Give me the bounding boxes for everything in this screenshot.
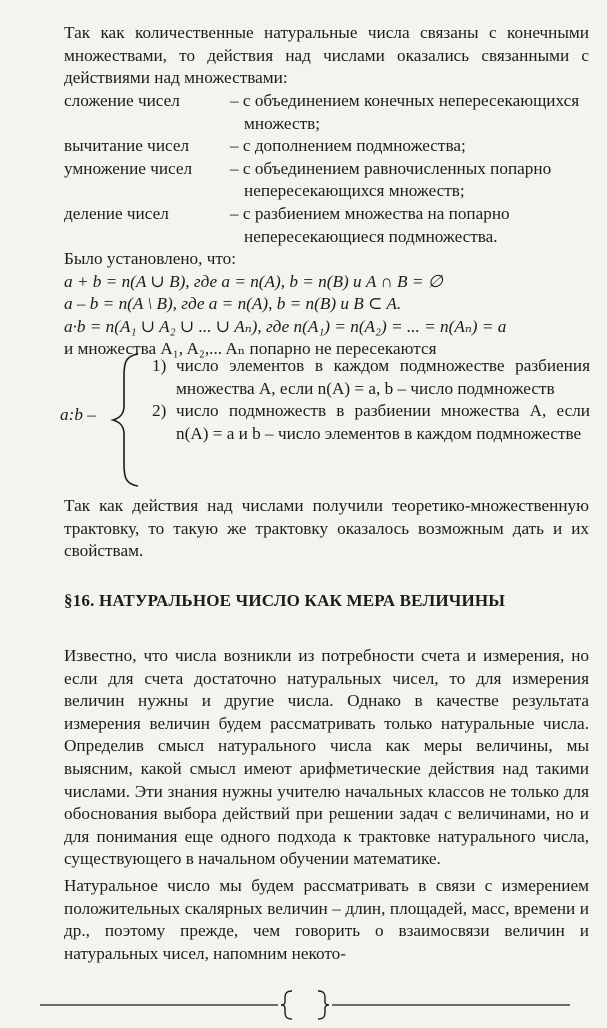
operation-subtraction [64,135,589,158]
formula-addition: a + b = n(A ∪ B), где a = n(A), b = n(B) и A ∩ B = ∅ [64,272,443,291]
division-item [152,355,590,400]
curly-brace-icon [110,352,144,488]
item-number: 2) [152,401,167,421]
item-text: число подмножеств в разбиении множества A, если n(A) = a и b – число элементов в каждом подмножестве [176,401,590,443]
item-number: 1) [152,356,167,375]
division-items [152,355,590,445]
operation-name: деление чисел [64,203,169,223]
intro-paragraph: Так как количественные натуральные числа связаны с конечными множествами, то действия над числами оказались связанными с действиями над множествами: [64,23,589,88]
division-item [152,400,590,445]
measure-paragraph: Известно, что числа возникли из потребности счета и измерения, но если для счета достаточно натуральных чисел, то для измерения величин нужны и другие числа. Однако в качестве результата измерения величин будем рассматривать только натуральные числа. Определив смысл натурального числа как меры величины, мы выясним, какой смысл имеют арифметические действия над такими числами. Эти знания нужны учителю начальных классов не только для обоснования выбора действий при решении задач с величинами, но и для понимания еще одного подхода к трактовке натурального числа, существующего в начальном обучении математике. [64,646,589,869]
operation-desc: – с объединением конечных непересекающихся множеств; [230,91,580,133]
operation-desc: – с объединением равночисленных попарно непересекающихся множеств; [230,158,552,201]
scalar-paragraph: Натуральное число мы будем рассматривать в связи с измерением положительных скалярных величин – длин, площадей, масс, времени и др., поэтому прежде, чем говорить о взаимосвязи величин и натуральных чисел, напомним некото- [64,876,589,963]
formula-multiplication-condition: и множества A₁, A₂,... Aₙ попарно не пересекаются [64,339,437,358]
division-label: a:b – [60,405,96,424]
operations-list [64,90,589,248]
established-line: Было установлено, что: [64,249,237,268]
formula-subtraction: a – b = n(A \ B), где a = n(A), b = n(B) и B ⊂ A. [64,294,402,313]
operation-multiplication [64,158,589,203]
operation-name: сложение чисел [64,91,180,110]
formula-multiplication: a·b = n(A₁ ∪ A₂ ∪ ... ∪ Aₙ), где n(A₁) = n(A₂) = ... = n(Aₙ) = a [64,317,507,336]
page-footer-ornament [0,985,607,1025]
operation-name: умножение чисел [64,158,193,178]
properties-paragraph: Так как действия над числами получили теоретико-множественную трактовку, то такую же трактовку оказалось возможным дать и их свойствам. [64,496,589,561]
operation-desc: – с разбиением множества на попарно непересекающиеся подмножества. [230,203,510,246]
operation-desc: – с дополнением подмножества; [230,136,466,156]
operation-addition [64,90,589,135]
operation-name: вычитание чисел [64,136,190,156]
item-text: число элементов в каждом подмножестве разбиения множества A, если n(A) = a, b – число подмножеств [176,356,590,398]
section-heading: §16. НАТУРАЛЬНОЕ ЧИСЛО КАК МЕРА ВЕЛИЧИНЫ [64,591,506,610]
operation-division [64,203,589,248]
